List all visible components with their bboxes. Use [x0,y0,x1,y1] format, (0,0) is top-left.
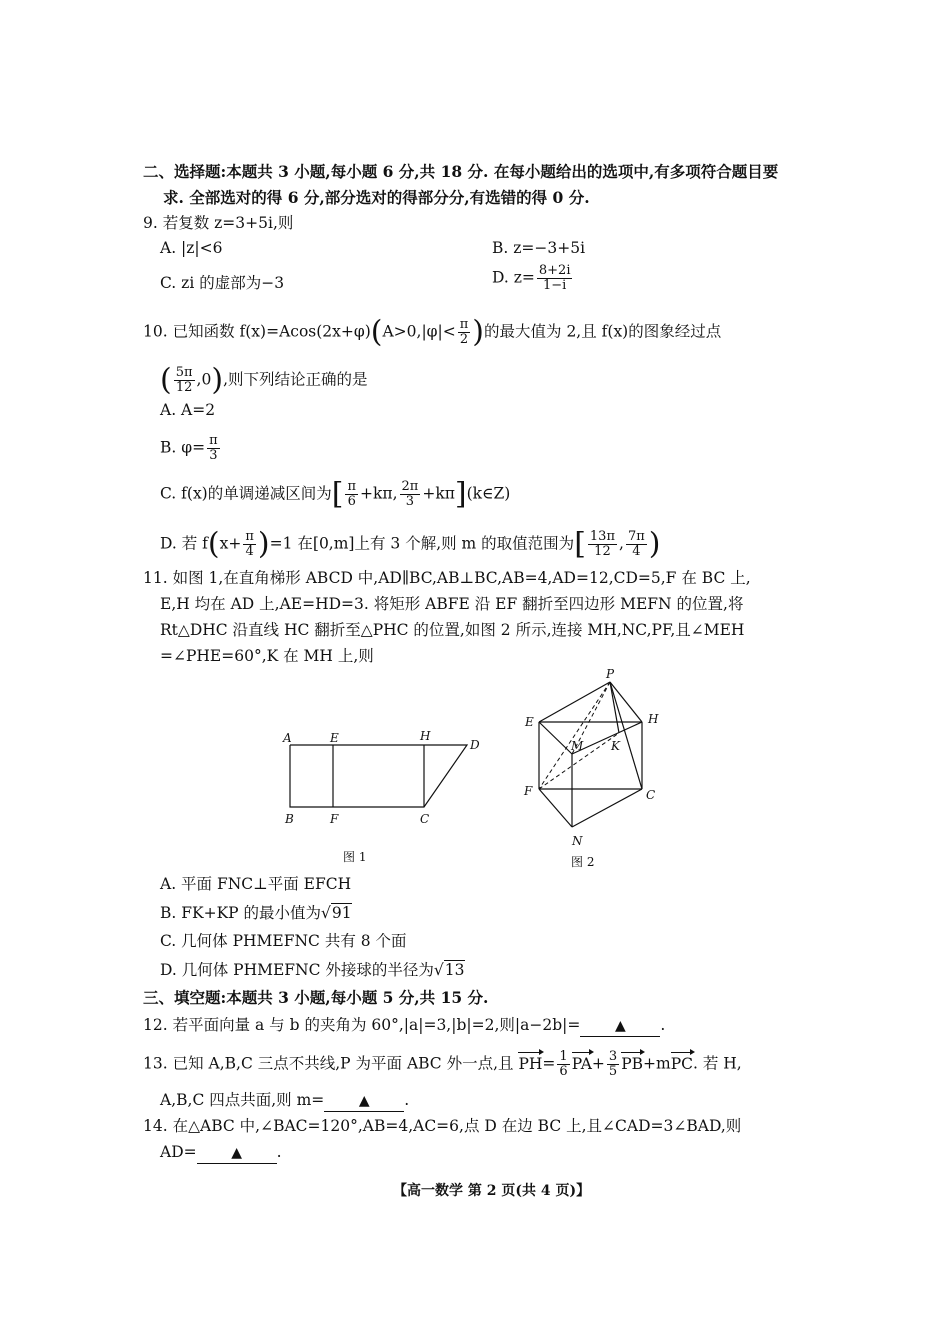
q10-option-c-suffix: (k∈Z) [466,484,511,503]
q9-option-d-prefix: D. z= [492,268,535,287]
figure-2-caption: 图 2 [571,855,595,869]
q11-line3: Rt△DHC 沿直线 HC 翻折至△PHC 的位置,如图 2 所示,连接 MH,NC,PF,且∠MEH [160,621,745,639]
q11-option-c: C. 几何体 PHMEFNC 共有 8 个面 [160,932,407,950]
q13-text: 13. 已知 A,B,C 三点不共线,P 为平面 ABC 外一点,且 [143,1054,514,1073]
q13-end: . [404,1091,410,1109]
q13-line1 [143,1050,742,1079]
fig2-label-p: P [606,667,615,681]
q10-option-b-prefix: B. φ= [160,438,206,457]
q10-option-c-mid: +kπ, [360,484,398,503]
q14-answer-blank[interactable]: ▲ [197,1143,277,1164]
q14-end: . [276,1143,282,1161]
fig2-label-m: M [571,739,584,753]
q12 [143,1015,665,1037]
q9-stem: 9. 若复数 z=3+5i,则 [143,214,294,232]
fraction-denominator: 3 [209,448,218,463]
q10-option-d-frac2 [626,530,647,559]
q11-option-d-prefix: D. 几何体 PHMEFNC 外接球的半径为 [160,961,434,979]
fig2-label-f: F [524,784,533,798]
q10-option-a: A. A=2 [160,401,216,419]
fraction-numerator: 8+2i [538,263,571,278]
trapezoid-outline [290,745,467,807]
q10-option-c-prefix: C. f(x)的单调递减区间为 [160,484,332,503]
fraction-denominator: 1−i [543,278,567,293]
q10-line1: 10. 已知函数 f(x)=Acos(2x+φ)(A>0,|φ|< $\frac{\pi}{2}$ )的最大值为 2,且 f(x)的图象经过点 [143,314,722,350]
q10-option-d-text: =1 在[0,m]上有 3 个解,则 m 的取值范围为 [269,534,575,553]
q13-frac-3-5 [607,1050,619,1079]
fraction-numerator: π [347,479,356,494]
q10-max-text: 的最大值为 2,且 f(x)的图象经过点 [484,322,722,341]
q10-option-d-frac1 [588,530,617,559]
fraction-numerator: π [209,433,218,448]
fig2-label-c: C [646,788,656,802]
q12-answer-blank[interactable]: ▲ [580,1016,660,1037]
section3-title: 三、填空题:本题共 3 小题,每小题 5 分,共 15 分. [143,988,489,1007]
fig2-label-h: H [648,712,659,726]
fraction-denominator: 12 [175,380,193,395]
q14-line1: 14. 在△ABC 中,∠BAC=120°,AB=4,AC=6,点 D 在边 BC 上,且∠CAD=3∠BAD,则 [143,1117,742,1135]
figure-1-caption: 图 1 [343,850,367,864]
fraction-numerator: 7π [627,529,645,544]
q10-option-c-frac1 [345,480,358,509]
q14-line2 [160,1142,282,1164]
q10-conditions: A>0,|φ|< [382,322,456,341]
edge-nc [572,789,642,827]
fig1-label-f: F [330,812,339,825]
vector-ph: PH [518,1054,543,1073]
q11-option-d-radicand: 13 [444,961,465,979]
q11-option-b: B. FK+KP 的最小值为√91 [160,904,352,922]
fig1-label-b: B [285,812,294,825]
q9-option-d [492,264,574,293]
fraction-denominator: 6 [559,1064,568,1079]
q13-equals: = [542,1054,556,1073]
fig1-label-a: A [283,731,292,745]
q12-text: 12. 若平面向量 a 与 b 的夹角为 60°,|a|=3,|b|=2,则|a−2b|= [143,1016,581,1034]
q10-function: 10. 已知函数 f(x)=Acos(2x+φ) [143,322,371,341]
fraction-denominator: 4 [245,544,254,559]
q10-option-c-end: +kπ [422,484,455,503]
fig1-label-e: E [330,731,339,745]
q10-question: ,则下列结论正确的是 [223,370,368,389]
q9-option-a: A. |z|<6 [160,239,223,257]
fraction-denominator: 3 [405,494,415,509]
vector-pc: PC [670,1054,693,1073]
edge-ph [610,682,642,722]
fig1-label-c: C [420,812,430,825]
q10-option-d: D. 若 f(x+ $\frac{\pi}{4}$ )=1 在[0,m]上有 3 个解,则 m 的取值范围为[ $\frac{13\pi}{12}$ , $\frac{7\pi}{4}$ ) [160,526,661,562]
q9-option-b-text: B. z=−3+5i [492,239,586,257]
q11-option-b-radicand: 91 [331,904,352,922]
q10-option-c: C. f(x)的单调递减区间为[ $\frac{\pi}{6}$ +kπ, $\frac{2\pi}{3}$ +kπ](k∈Z) [160,476,511,512]
q13-text-end: . 若 H, [693,1054,742,1073]
figure-2-solid [515,662,675,852]
q11-line2: E,H 均在 AD 上,AE=HD=3. 将矩形 ABFE 沿 EF 翻折至四边形 MEFN 的位置,将 [160,595,744,613]
fig2-label-n: N [572,834,583,848]
fig1-label-h: H [420,729,431,743]
q13-m-term: +m [643,1054,671,1073]
q13-answer-blank[interactable]: ▲ [324,1091,404,1112]
q13-plus: + [591,1054,605,1073]
fig2-label-e: E [525,715,534,729]
q10-option-b [160,434,222,463]
fraction-numerator: π [245,529,254,544]
fraction-numerator: 1 [559,1049,568,1064]
q9-option-d-fraction [537,264,573,293]
q11-option-a: A. 平面 FNC⊥平面 EFCH [160,875,352,893]
fraction-denominator: 2 [459,332,469,347]
q11-option-d: D. 几何体 PHMEFNC 外接球的半径为√13 [160,961,465,979]
page-footer: 【高一数学 第 2 页(共 4 页)】 [393,1183,591,1199]
q9-option-c: C. zi 的虚部为−3 [160,274,285,292]
section2-title-line1: 二、选择题:本题共 3 小题,每小题 6 分,共 18 分. 在每小题给出的选项中,有多项符合题目要 [143,162,779,181]
q9-option-b [492,238,585,258]
section2-title-line2: 求. 全部选对的得 6 分,部分选对的得部分分,有选错的得 0 分. [163,188,590,207]
q10-frac-pi-2 [458,318,471,347]
q11-line1: 11. 如图 1,在直角梯形 ABCD 中,AD∥BC,AB⊥BC,AB=4,AD=12,CD=5,F 在 BC 上, [143,569,751,587]
q10-option-c-frac2 [400,480,421,509]
q10-frac-5pi-12 [174,366,195,395]
q13-line2 [160,1090,409,1112]
fig1-label-d: D [470,738,480,752]
fraction-denominator: 4 [632,544,641,559]
edge-em [539,722,572,754]
q11-line4: =∠PHE=60°,K 在 MH 上,则 [160,647,374,665]
q12-end: . [660,1016,666,1034]
fraction-numerator: π [459,317,469,332]
vector-pa: PA [571,1054,592,1073]
q14-line2-text: AD= [160,1143,197,1161]
q10-point-y: ,0 [196,370,212,389]
q10-option-d-arg: x+ [219,534,242,553]
q11-option-b-prefix: B. FK+KP 的最小值为 [160,904,322,922]
q10-option-b-frac [207,434,220,463]
fraction-numerator: 2π [401,479,419,494]
q13-line2-text: A,B,C 四点共面,则 m= [160,1091,325,1109]
q10-option-d-frac0 [243,530,256,559]
fraction-numerator: 3 [608,1049,618,1064]
vector-pb: PB [621,1054,644,1073]
fig2-label-k: K [611,739,620,753]
edge-fn [539,789,572,827]
fraction-denominator: 6 [347,494,356,509]
figure-1-trapezoid [280,725,500,825]
fraction-numerator: 13π [589,529,615,544]
fraction-denominator: 12 [594,544,611,559]
q10-line2: ( $\frac{5\pi}{12}$ ,0),则下列结论正确的是 [160,362,368,398]
fraction-numerator: 5π [175,365,193,380]
q10-option-d-prefix: D. 若 f [160,534,208,553]
fraction-denominator: 5 [608,1064,618,1079]
q13-frac-1-6 [557,1050,569,1079]
dashed-pf [539,682,610,789]
